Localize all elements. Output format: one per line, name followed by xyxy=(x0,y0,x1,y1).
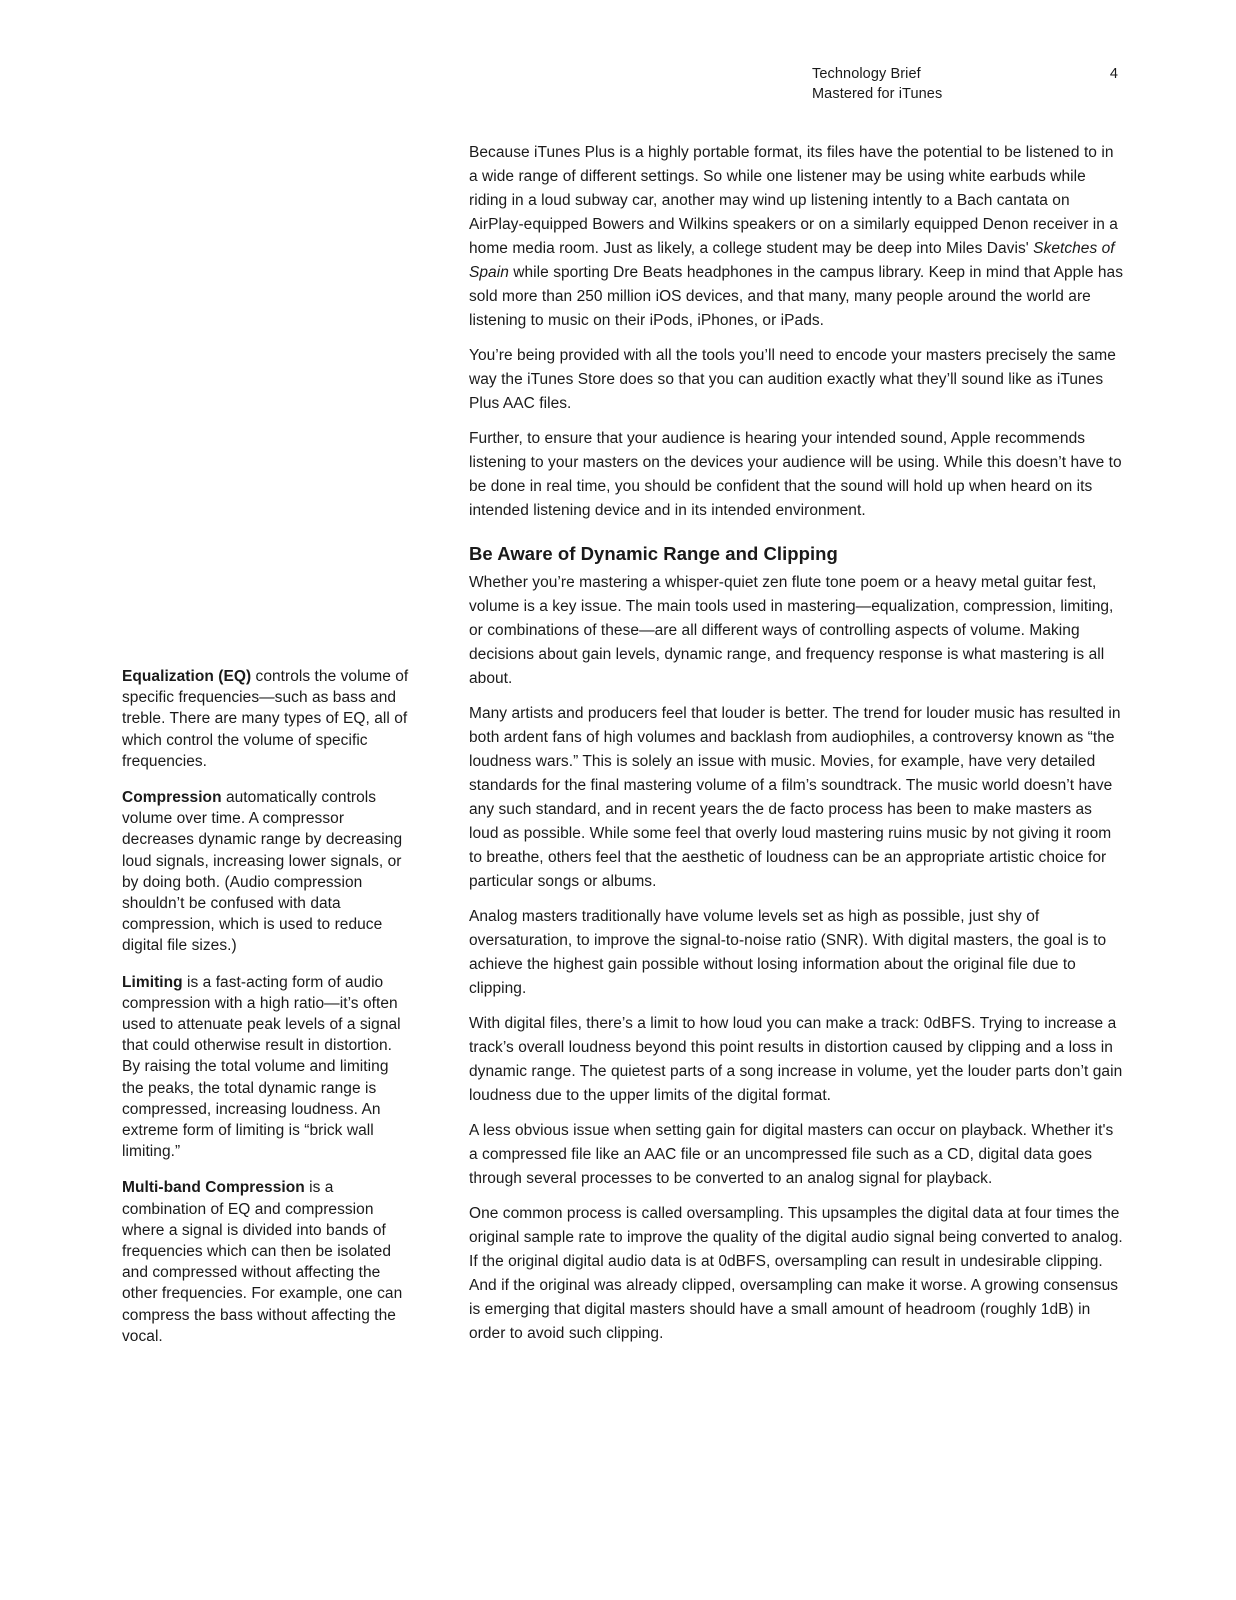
section-heading: Be Aware of Dynamic Range and Clipping xyxy=(469,543,838,564)
glossary-entry-multiband xyxy=(122,1177,414,1347)
glossary-term: Equalization (EQ) xyxy=(122,668,252,685)
glossary-definition: is a fast-acting form of audio compression with a high ratio—it’s often used to attenuate peak levels of a signal that could otherwise result in distortion. By raising the total volume and limiting the peaks, the total dynamic range is compressed, increasing loudness. An extreme form of limiting is “brick wall limiting.” xyxy=(122,973,401,1161)
paragraph-playback-issue: A less obvious issue when setting gain for digital masters can occur on playback. Whether it's a compressed file like an AAC file or an uncompressed file such as a CD, digital data goes through several processes to be converted to an analog signal for playback. xyxy=(469,1122,1114,1187)
page-number: 4 xyxy=(1109,66,1118,82)
paragraph-mastering-volume: Whether you’re mastering a whisper-quiet zen flute tone poem or a heavy metal guitar fest, volume is a key issue. The main tools used in mastering—equalization, compression, limiting, or combinations of these—are all different ways of controlling aspects of volume. Making decisions about gain levels, dynamic range, and frequency response is what mastering is all about. xyxy=(469,574,1114,687)
glossary-definition: automatically controls volume over time. A compressor decreases dynamic range by decreasing loud signals, increasing lower signals, or by doing both. (Audio compression shouldn’t be confused with data compression, which is used to reduce digital file sizes.) xyxy=(122,789,403,955)
album-title: Sketches of Spain xyxy=(469,240,1115,281)
paragraph-portable-format xyxy=(469,141,1125,333)
paragraph-text: Because iTunes Plus is a highly portable format, its files have the potential to be listened to in a wide range of different settings. So while one listener may be using white earbuds while riding in a loud subway car, another may wind up listening intently to a Bach cantata on AirPlay-equipped Bowers and Wilkins speakers or on a similarly equipped Denon receiver in a home media room. Just as likely, a college student may be deep into Miles Davis' xyxy=(469,144,1118,257)
page-header xyxy=(812,64,1118,104)
glossary-term: Compression xyxy=(122,789,222,807)
paragraph-oversampling: One common process is called oversampling. This upsamples the digital data at four times the original sample rate to improve the quality of the digital audio signal being converted to analog. If the original digital audio data is at 0dBFS, oversampling can result in undesirable clipping. And if the original was already clipped, oversampling can make it worse. A growing consensus is emerging that digital masters should have a small amount of headroom (roughly 1dB) in order to avoid such clipping. xyxy=(469,1205,1123,1342)
paragraph-listening-devices: Further, to ensure that your audience is hearing your intended sound, Apple recommends listening to your masters on the devices your audience will be using. While this doesn’t have to be done in real time, you should be confident that the sound will hold up when heard on its intended listening device and in its intended environment. xyxy=(469,430,1122,519)
document-title: Mastered for iTunes xyxy=(812,86,943,102)
paragraph-encoding-tools: You’re being provided with all the tools you’ll need to encode your masters precisely the same way the iTunes Store does so that you can audition exactly what they’ll sound like as iTunes Plus AAC files. xyxy=(469,347,1116,412)
paragraph-analog-masters: Analog masters traditionally have volume levels set as high as possible, just shy of oversaturation, to improve the signal-to-noise ratio (SNR). With digital masters, the goal is to achieve the highest gain possible without losing information about the original file due to clipping. xyxy=(469,908,1107,997)
paragraph-text: while sporting Dre Beats headphones in the campus library. Keep in mind that Apple has sold more than 250 million iOS devices, and that many, many people around the world are listening to music on their iPods, iPhones, or iPads. xyxy=(469,264,1123,329)
glossary-definition: is a combination of EQ and compression where a signal is divided into bands of frequencies which can then be isolated and compressed without affecting the other frequencies. For example, one can compress the bass without affecting the vocal. xyxy=(122,1179,403,1345)
glossary-term: Multi-band Compression xyxy=(122,1179,305,1197)
paragraph-digital-limit: With digital files, there’s a limit to how loud you can make a track: 0dBFS. Trying to increase a track’s overall loudness beyond this point results in distortion caused by clipping and a loss in dynamic range. The quietest parts of a song increase in volume, yet the louder parts don’t gain loudness due to the upper limits of the digital format. xyxy=(469,1015,1123,1104)
document-type: Technology Brief xyxy=(812,66,921,82)
glossary-entry-limiting xyxy=(122,972,414,1163)
glossary-term: Limiting xyxy=(122,973,183,991)
paragraph-loudness-wars: Many artists and producers feel that louder is better. The trend for louder music has resulted in both ardent fans of high volumes and backlash from audiophiles, a controversy known as “the loudness wars.” This is solely an issue with music. Movies, for example, have very detailed standards for the final mastering volume of a film’s soundtrack. The music world doesn’t have any such standard, and in recent years the de facto process has been to make masters as loud as possible. While some feel that overly loud mastering ruins music by not giving it room to breathe, others feel that the aesthetic of loudness can be an appropriate artistic choice for particular songs or albums. xyxy=(469,705,1121,890)
main-column xyxy=(469,141,1125,1357)
glossary-entry-compression xyxy=(122,787,414,957)
glossary-definition: controls the volume of specific frequencies—such as bass and treble. There are many types of EQ, all of which control the volume of specific frequencies. xyxy=(122,668,409,770)
glossary-sidebar xyxy=(122,666,414,1362)
glossary-entry-equalization xyxy=(122,666,414,772)
